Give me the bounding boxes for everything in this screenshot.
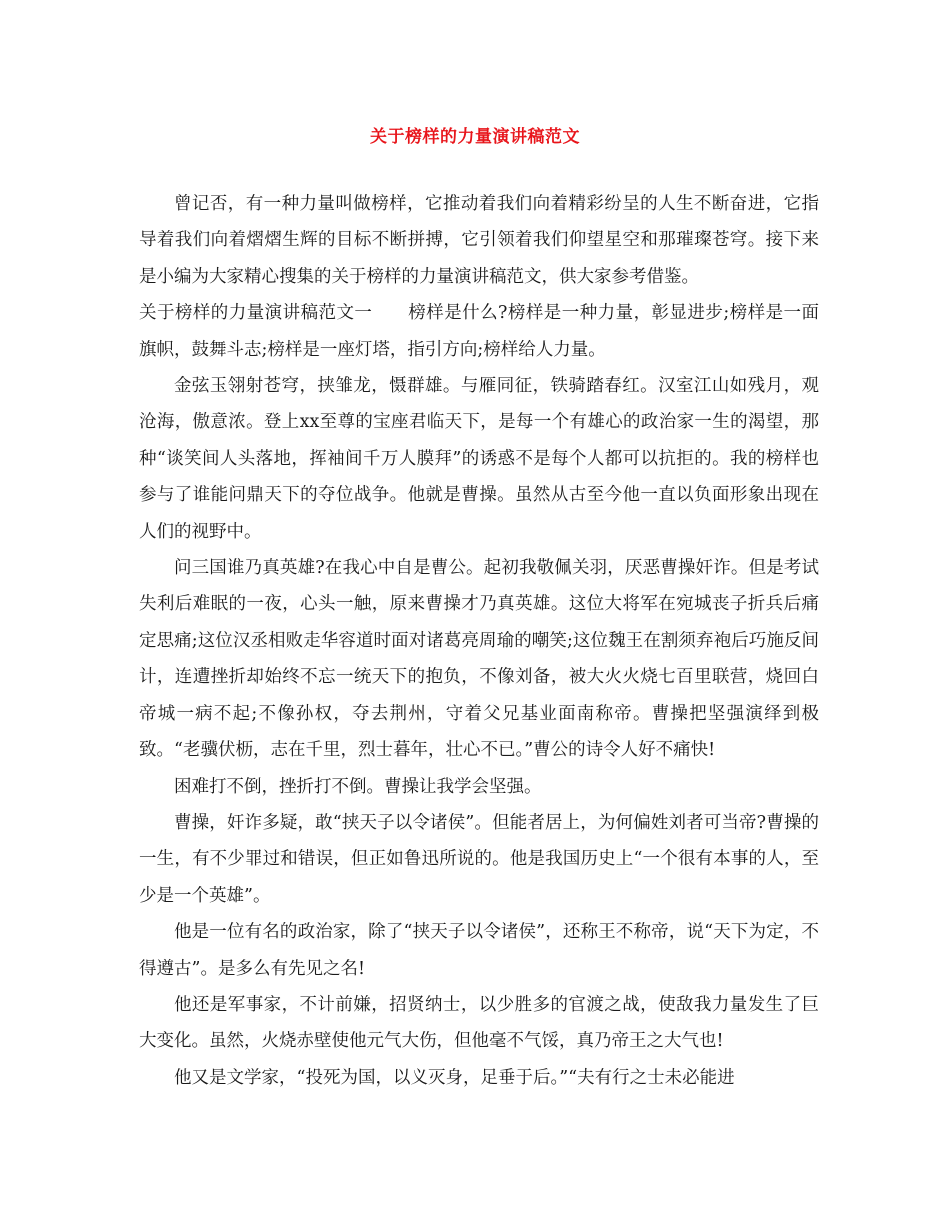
paragraph: 困难打不倒，挫折打不倒。曹操让我学会坚强。 <box>174 776 542 797</box>
document-body <box>139 186 819 1096</box>
paragraph: 问三国谁乃真英雄?在我心中自是曹公。起初我敬佩关羽，厌恶曹操奸诈。但是考试失利后难眠的一夜，心头一触，原来曹操才乃真英雄。这位大将军在宛城丧子折兵后痛定思痛;这位汉丞相败走华容道时面对诸葛亮周瑜的嘲笑;这位魏王在割须弃袍后巧施反间计，连遭挫折却始终不忘一统天下的抱负，不像刘备，被大火火烧七百里联营，烧回白帝城一病不起;不像孙权，夺去荆州，守着父兄基业面南称帝。曹操把坚强演绎到极致。“老骥伏枥，志在千里，烈士暮年，壮心不已。”曹公的诗令人好不痛快! <box>139 558 819 761</box>
paragraph: 曾记否，有一种力量叫做榜样，它推动着我们向着精彩纷呈的人生不断奋进，它指导着我们向着熠熠生辉的目标不断拼搏，它引领着我们仰望星空和那璀璨苍穹。接下来是小编为大家精心搜集的关于榜样的力量演讲稿范文，供大家参考借鉴。 <box>139 194 819 287</box>
paragraph: 他还是军事家，不计前嫌，招贤纳士，以少胜多的官渡之战，使敌我力量发生了巨大变化。虽然，火烧赤壁使他元气大伤，但他毫不气馁，真乃帝王之大气也! <box>139 994 819 1052</box>
document-title: 关于榜样的力量演讲稿范文 <box>370 127 580 147</box>
paragraph: 关于榜样的力量演讲稿范文一 榜样是什么?榜样是一种力量，彰显进步;榜样是一面旗帜，鼓舞斗志;榜样是一座灯塔，指引方向;榜样给人力量。 <box>139 303 819 360</box>
paragraph: 他是一位有名的政治家，除了“挟天子以令诸侯”，还称王不称帝，说“天下为定，不得遵古”。是多么有先见之名! <box>139 922 819 979</box>
paragraph: 他又是文学家，“投死为国，以义灭身，足垂于后。”“夫有行之士未必能进 <box>174 1067 735 1088</box>
paragraph: 曹操，奸诈多疑，敢“挟天子以令诸侯”。但能者居上，为何偏姓刘者可当帝?曹操的一生，有不少罪过和错误，但正如鲁迅所说的。他是我国历史上“一个很有本事的人，至少是一个英雄”。 <box>139 812 819 906</box>
paragraph: 金弦玉翎射苍穹，挟雏龙，慑群雄。与雁同征，铁骑踏春红。汉室江山如残月，观沧海，傲意浓。登上xx至尊的宝座君临天下，是每一个有雄心的政治家一生的渴望，那种“谈笑间人头落地，挥袖间千万人膜拜”的诱惑不是每个人都可以抗拒的。我的榜样也参与了谁能问鼎天下的夺位战争。他就是曹操。虽然从古至今他一直以负面形象出现在人们的视野中。 <box>139 376 819 542</box>
